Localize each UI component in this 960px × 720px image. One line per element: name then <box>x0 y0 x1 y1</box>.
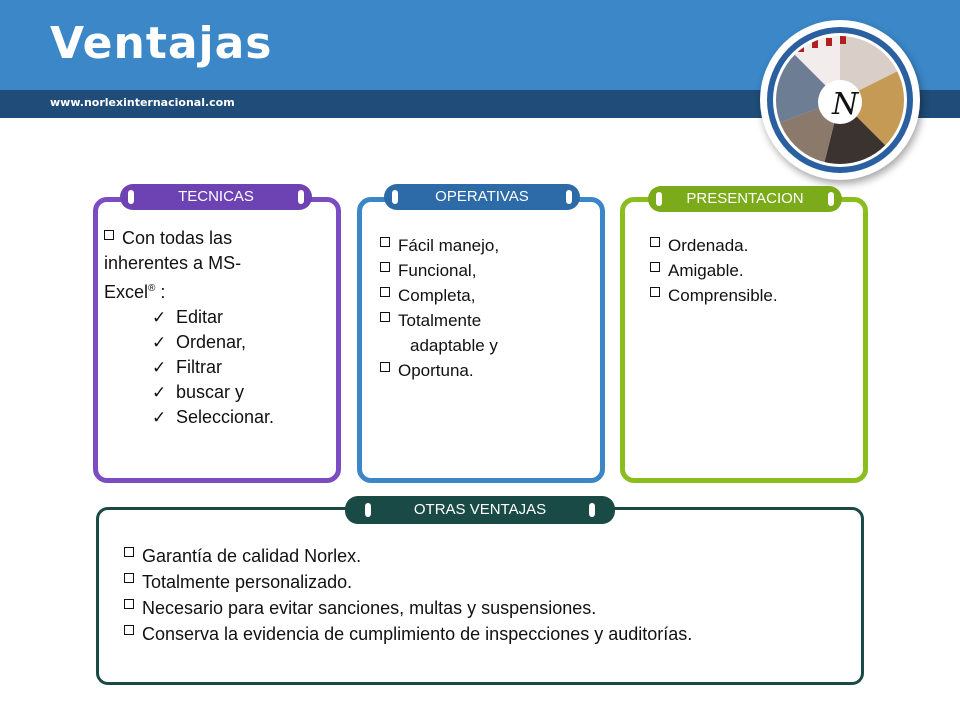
list-item: Comprensible. <box>650 283 855 308</box>
check-icon: ✓ <box>152 358 167 377</box>
otras-ventajas-list <box>124 543 844 647</box>
norlex-logo <box>760 20 920 180</box>
tecnicas-list <box>104 226 334 430</box>
square-bullet-icon <box>650 287 660 297</box>
square-bullet-icon <box>380 287 390 297</box>
tab-presentacion <box>648 186 842 212</box>
list-item: ✓ Editar <box>104 305 334 330</box>
tecnicas-intro-line1: Con todas las <box>122 228 233 248</box>
square-bullet-icon <box>380 262 390 272</box>
square-bullet-icon <box>124 573 134 583</box>
pill-icon <box>656 192 662 206</box>
tecnicas-intro-line2: inherentes a MS- <box>104 253 242 273</box>
square-bullet-icon <box>104 230 114 240</box>
list-item: ✓ Seleccionar. <box>104 405 334 430</box>
pill-icon <box>298 190 304 204</box>
list-item: ✓ buscar y <box>104 380 334 405</box>
list-item: Necesario para evitar sanciones, multas y suspensiones. <box>124 595 844 621</box>
tab-presentacion-label: PRESENTACION <box>686 190 804 207</box>
list-item: Garantía de calidad Norlex. <box>124 543 844 569</box>
operativas-list <box>380 233 595 383</box>
square-bullet-icon <box>380 312 390 322</box>
list-item: ✓ Filtrar <box>104 355 334 380</box>
list-item: Funcional, <box>380 258 595 283</box>
list-item: Conserva la evidencia de cumplimiento de inspecciones y auditorías. <box>124 621 844 647</box>
tab-otras-ventajas <box>345 496 615 524</box>
presentacion-list <box>650 233 855 308</box>
tab-tecnicas-label: TECNICAS <box>178 188 254 205</box>
list-item: Totalmente personalizado. <box>124 569 844 595</box>
pill-icon <box>365 503 371 517</box>
check-icon: ✓ <box>152 308 167 327</box>
pill-icon <box>392 190 398 204</box>
website-url: www.norlexinternacional.com <box>50 96 235 109</box>
tab-operativas <box>384 184 580 210</box>
pill-icon <box>128 190 134 204</box>
list-item: Amigable. <box>650 258 855 283</box>
list-item: Ordenada. <box>650 233 855 258</box>
check-icon: ✓ <box>152 333 167 352</box>
list-item <box>104 226 334 251</box>
pill-icon <box>828 192 834 206</box>
page-title: Ventajas <box>50 18 273 69</box>
registered-mark: ® <box>148 283 156 294</box>
tab-tecnicas <box>120 184 312 210</box>
square-bullet-icon <box>650 262 660 272</box>
tecnicas-intro-line3: Excel® : <box>104 282 166 302</box>
check-icon: ✓ <box>152 383 167 402</box>
pill-icon <box>566 190 572 204</box>
pill-icon <box>589 503 595 517</box>
list-item: Totalmente <box>380 308 595 333</box>
list-item: Oportuna. <box>380 358 595 383</box>
list-item-continuation: adaptable y <box>410 336 498 355</box>
square-bullet-icon <box>650 237 660 247</box>
tab-otras-ventajas-label: OTRAS VENTAJAS <box>413 501 547 518</box>
logo-letter: N <box>832 87 859 122</box>
square-bullet-icon <box>124 599 134 609</box>
square-bullet-icon <box>124 625 134 635</box>
list-item: Completa, <box>380 283 595 308</box>
check-icon: ✓ <box>152 408 167 427</box>
list-item: Fácil manejo, <box>380 233 595 258</box>
square-bullet-icon <box>380 362 390 372</box>
list-item: ✓ Ordenar, <box>104 330 334 355</box>
square-bullet-icon <box>124 547 134 557</box>
square-bullet-icon <box>380 237 390 247</box>
logo-graphic <box>760 20 920 180</box>
tab-operativas-label: OPERATIVAS <box>435 188 529 205</box>
